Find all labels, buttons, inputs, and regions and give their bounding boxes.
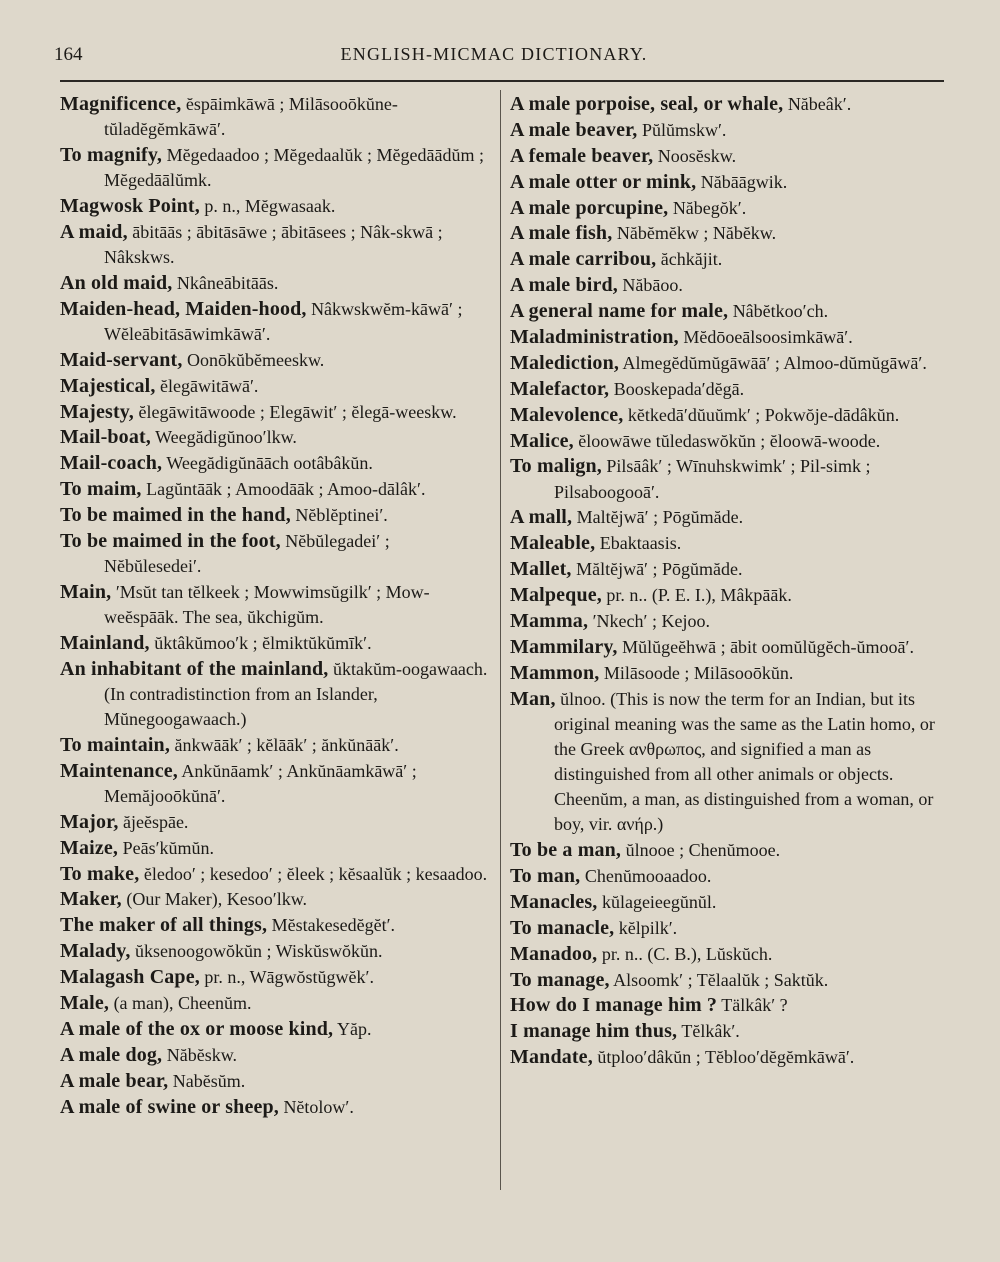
- entry-headword: Mallet,: [510, 558, 572, 581]
- entry-definition: Peās′kŭmŭn.: [118, 837, 215, 858]
- dictionary-entry: [510, 377, 950, 402]
- entry-definition: Năbeâk′.: [783, 94, 852, 114]
- dictionary-entry: [60, 143, 490, 193]
- entry-headword: Main,: [60, 580, 112, 603]
- entry-headword: Maid-servant,: [60, 348, 183, 371]
- entry-definition: ĕlegāwitāwā′.: [155, 375, 259, 396]
- dictionary-entry: [60, 965, 490, 990]
- dictionary-entry: [60, 477, 490, 502]
- entry-headword: Manacles,: [510, 890, 598, 913]
- dictionary-entry: [60, 194, 490, 219]
- entry-headword: Malediction,: [510, 351, 620, 374]
- entry-definition: ăjeĕspāe.: [118, 811, 189, 832]
- entry-definition: ĕlegāwitāwoode ; Elegāwit′ ; ĕlegā-weeskw.: [133, 401, 457, 422]
- dictionary-entry: [60, 631, 490, 656]
- entry-definition: ′Msŭt tan tĕlkeek ; Mowwimsŭgilk′ ; Mow-weĕspāāk. The sea, ŭkchigŭm.: [104, 581, 430, 628]
- entry-definition: Nâbĕtkoo′ch.: [728, 301, 829, 322]
- entry-definition: p. n., Mĕgwasaak.: [199, 195, 336, 216]
- dictionary-entry: [60, 348, 490, 373]
- entry-headword: A female beaver,: [510, 144, 654, 167]
- entry-headword: Mandate,: [510, 1046, 593, 1069]
- entry-headword: An inhabitant of the mainland,: [60, 657, 329, 680]
- dictionary-entry: [60, 529, 490, 579]
- entry-definition: Năbāāgwik.: [696, 171, 788, 192]
- dictionary-entry: [510, 144, 950, 169]
- entry-definition: Nĕblĕptinei′.: [290, 505, 388, 526]
- entry-definition: Năbegŏk′.: [668, 197, 747, 218]
- entry-headword: An old maid,: [60, 271, 173, 294]
- header-rule: [60, 80, 944, 82]
- entry-headword: Maker,: [60, 888, 122, 911]
- entry-definition: Năbĕmĕkw ; Năbĕkw.: [612, 223, 777, 244]
- entry-definition: Nâkwskwĕm-kāwā′ ; Wĕleābitāsāwimkāwā′.: [104, 298, 463, 344]
- page-header: [54, 44, 934, 74]
- entry-definition: Nkâneābitāās.: [172, 272, 279, 293]
- dictionary-entry: [510, 531, 950, 556]
- entry-headword: To manacle,: [510, 916, 615, 939]
- dictionary-entry: [510, 583, 950, 608]
- dictionary-entry: [510, 916, 950, 941]
- entry-definition: Lagŭntāāk ; Amoodāāk ; Amoo-dālâk′.: [141, 479, 426, 500]
- dictionary-entry: [60, 1069, 490, 1094]
- entry-definition: ŭktakŭm-oogawaach. (In contradistinction from an Islander, Mŭnegoogawaach.): [104, 658, 488, 729]
- entry-definition: ĕloowāwe tŭledaswŏkŭn ; ĕloowā-woode.: [573, 430, 881, 451]
- dictionary-entry: [510, 92, 950, 117]
- entry-headword: To magnify,: [60, 143, 163, 166]
- entry-headword: Maintenance,: [60, 759, 178, 782]
- entry-definition: pr. n.. (C. B.), Lŭskŭch.: [597, 943, 773, 964]
- entry-headword: A male carribou,: [510, 248, 657, 271]
- entry-headword: To man,: [510, 864, 581, 887]
- entry-headword: Magnificence,: [60, 93, 182, 115]
- entry-definition: pr. n.. (P. E. I.), Mâkpāāk.: [601, 585, 792, 606]
- dictionary-entry: [60, 913, 490, 938]
- entry-headword: A male bear,: [60, 1069, 169, 1092]
- entry-definition: Mĕstakesedĕgĕt′.: [267, 915, 396, 936]
- entry-headword: To make,: [60, 862, 140, 885]
- dictionary-entry: [60, 1017, 490, 1042]
- entry-headword: Malevolence,: [510, 403, 624, 426]
- entry-definition: Booskepada′dĕgā.: [609, 378, 745, 399]
- dictionary-entry: [510, 609, 950, 634]
- entry-definition: Nĕtolow′.: [278, 1096, 354, 1117]
- dictionary-entry: [60, 451, 490, 476]
- dictionary-entry: [510, 351, 950, 376]
- entry-definition: Yăp.: [333, 1018, 372, 1039]
- entry-headword: To be maimed in the foot,: [60, 529, 281, 552]
- entry-headword: Malagash Cape,: [60, 966, 200, 989]
- dictionary-entry: [510, 299, 950, 324]
- entry-headword: Malice,: [510, 429, 574, 452]
- dictionary-entry: [60, 220, 490, 270]
- entry-headword: Malefactor,: [510, 377, 610, 400]
- entry-headword: A male bird,: [510, 274, 618, 297]
- dictionary-entry: [510, 838, 950, 863]
- entry-definition: Chenŭmooaadoo.: [580, 865, 712, 886]
- entry-definition: ŭtploo′dâkŭn ; Tĕbloo′dĕgĕmkāwā′.: [592, 1047, 855, 1068]
- entry-definition: Mĕgedaadoo ; Mĕgedaalŭk ; Mĕgedāādŭm ; Mĕgedāālŭmk.: [104, 144, 484, 191]
- dictionary-entry: [510, 454, 950, 504]
- entry-headword: Mail-boat,: [60, 426, 151, 449]
- entry-headword: Manadoo,: [510, 942, 598, 965]
- entry-headword: To be a man,: [510, 839, 622, 862]
- entry-definition: ăchkăjit.: [656, 249, 723, 270]
- entry-headword: How do I manage him ?: [510, 994, 718, 1017]
- entry-definition: Mĕdōoeālsoosimkāwā′.: [678, 327, 853, 348]
- entry-headword: The maker of all things,: [60, 914, 268, 937]
- entry-headword: A maid,: [60, 220, 128, 243]
- entry-headword: To maim,: [60, 478, 142, 501]
- entry-headword: A mall,: [510, 506, 573, 529]
- entry-definition: pr. n., Wāgwŏstŭgwĕk′.: [199, 967, 374, 988]
- dictionary-entry: [510, 247, 950, 272]
- entry-definition: kĕtkedā′dŭuŭmk′ ; Pokwŏje-dādâkŭn.: [623, 404, 900, 425]
- entry-headword: A male otter or mink,: [510, 170, 697, 193]
- entry-definition: Nabĕsŭm.: [168, 1070, 246, 1091]
- entry-headword: To manage,: [510, 968, 610, 991]
- entry-headword: Maiden-head, Maiden-hood,: [60, 297, 307, 320]
- entry-headword: Maize,: [60, 836, 119, 859]
- dictionary-entry: [60, 1043, 490, 1068]
- entry-headword: A male beaver,: [510, 118, 638, 141]
- dictionary-entry: [510, 661, 950, 686]
- entry-headword: Mammon,: [510, 661, 600, 684]
- entry-headword: To maintain,: [60, 733, 170, 756]
- column-divider: [500, 90, 501, 1190]
- dictionary-entry: [510, 273, 950, 298]
- right-column: [510, 92, 950, 1071]
- dictionary-entry: [60, 92, 490, 142]
- entry-definition: Ankŭnāamk′ ; Ankŭnāamkāwā′ ; Memăjooōkŭnā′.: [104, 760, 417, 806]
- entry-definition: ŭksenoogowŏkŭn ; Wiskŭswŏkŭn.: [130, 941, 383, 962]
- dictionary-entry: [510, 864, 950, 889]
- entry-headword: Man,: [510, 687, 556, 710]
- dictionary-entry: [510, 993, 950, 1018]
- dictionary-entry: [60, 400, 490, 425]
- entry-definition: Tĕlkâk′.: [677, 1021, 740, 1042]
- entry-definition: Pilsāâk′ ; Wīnuhskwimk′ ; Pil-simk ; Pilsaboogooā′.: [554, 456, 871, 502]
- entry-definition: (Our Maker), Kesoo′lkw.: [121, 889, 308, 910]
- entry-definition: ĕledoo′ ; kesedoo′ ; ĕleek ; kĕsaalŭk ; kesaadoo.: [139, 863, 488, 884]
- entry-definition: kĕlpilk′.: [614, 917, 678, 938]
- entry-headword: Mammilary,: [510, 635, 618, 658]
- dictionary-entry: [60, 939, 490, 964]
- dictionary-entry: [510, 325, 950, 350]
- entry-headword: Mamma,: [510, 610, 589, 633]
- entry-headword: Magwosk Point,: [60, 194, 200, 217]
- entry-definition: Oonōkŭbĕmeeskw.: [182, 349, 325, 370]
- entry-definition: ĕspāimkāwā ; Milāsooōkŭne-tŭladĕgĕmkāwā′.: [104, 94, 398, 140]
- dictionary-entry: [60, 836, 490, 861]
- dictionary-entry: [60, 297, 490, 347]
- entry-definition: Ebaktaasis.: [595, 533, 682, 554]
- entry-headword: Major,: [60, 810, 119, 833]
- dictionary-entry: [60, 657, 490, 732]
- dictionary-entry: [60, 374, 490, 399]
- dictionary-entry: [510, 687, 950, 838]
- entry-headword: Majesty,: [60, 400, 134, 423]
- entry-headword: A male of the ox or moose kind,: [60, 1017, 334, 1040]
- entry-headword: Malady,: [60, 940, 131, 963]
- entry-definition: ŭlnooe ; Chenŭmooe.: [621, 840, 781, 861]
- entry-headword: A male fish,: [510, 222, 613, 245]
- entry-definition: ŭktâkŭmoo′k ; ĕlmiktŭkŭmīk′.: [149, 632, 372, 653]
- entry-definition: ābitāās ; ābitāsāwe ; ābitāsees ; Nâk-skwā ; Nâkskws.: [104, 221, 443, 267]
- dictionary-entry: [510, 221, 950, 246]
- dictionary-entry: [510, 403, 950, 428]
- dictionary-entry: [60, 810, 490, 835]
- entry-definition: ănkwāāk′ ; kĕlāāk′ ; ănkŭnāāk′.: [169, 734, 399, 755]
- entry-headword: Malpeque,: [510, 584, 602, 607]
- entry-definition: Milāsoode ; Milāsooōkŭn.: [599, 662, 794, 683]
- entry-definition: Mŭlŭgeĕhwā ; ābit oomŭlŭgĕch-ŭmooā′.: [617, 636, 914, 657]
- entry-definition: Alsoomk′ ; Tĕlaalŭk ; Saktŭk.: [609, 969, 829, 990]
- entry-headword: A male of swine or sheep,: [60, 1095, 279, 1118]
- entry-headword: To be maimed in the hand,: [60, 504, 291, 527]
- entry-definition: ŭlnoo. (This is now the term for an Indian, but its original meaning was the same as the Latin homo, or the Greek ανθρωπος, and signified a man as distinguished from all other animals or objects. Cheenŭm, a man, as distinguished from a woman, or boy, vir. ανήρ.): [554, 688, 935, 835]
- entry-headword: Maleable,: [510, 532, 596, 555]
- dictionary-entry: [60, 503, 490, 528]
- dictionary-entry: [510, 170, 950, 195]
- dictionary-entry: [60, 759, 490, 809]
- entry-headword: A male porpoise, seal, or whale,: [510, 93, 784, 115]
- running-title: ENGLISH-MICMAC DICTIONARY.: [340, 44, 648, 64]
- entry-definition: Weegădigŭnāāch ootâbâkŭn.: [162, 453, 373, 474]
- entry-definition: kŭlageieegŭnŭl.: [597, 891, 717, 912]
- dictionary-entry: [510, 942, 950, 967]
- dictionary-entry: [510, 890, 950, 915]
- entry-headword: Maladministration,: [510, 326, 679, 349]
- dictionary-entry: [510, 557, 950, 582]
- page-number: 164: [54, 44, 83, 65]
- entry-definition: Năbāoo.: [617, 275, 683, 296]
- entry-headword: Mail-coach,: [60, 452, 163, 475]
- entry-headword: Mainland,: [60, 631, 150, 654]
- entry-headword: A male dog,: [60, 1043, 163, 1066]
- entry-headword: Male,: [60, 992, 110, 1014]
- dictionary-entry: [510, 1045, 950, 1070]
- dictionary-entry: [510, 429, 950, 454]
- entry-headword: Majestical,: [60, 374, 156, 397]
- entry-definition: Năbĕskw.: [162, 1044, 238, 1065]
- dictionary-entry: [60, 1095, 490, 1120]
- entry-headword: A male porcupine,: [510, 196, 669, 219]
- dictionary-entry: [60, 887, 490, 912]
- dictionary-entry: [510, 1019, 950, 1044]
- entry-definition: (a man), Cheenŭm.: [109, 993, 252, 1013]
- entry-definition: Tälkâk′ ?: [717, 995, 788, 1016]
- dictionary-entry: [60, 991, 490, 1016]
- dictionary-entry: [510, 118, 950, 143]
- dictionary-entry: [510, 505, 950, 530]
- entry-definition: ′Nkech′ ; Kejoo.: [588, 611, 710, 632]
- dictionary-entry: [510, 196, 950, 221]
- entry-definition: Noosĕskw.: [653, 145, 737, 166]
- dictionary-entry: [60, 580, 490, 630]
- entry-definition: Nĕbŭlegadei′ ; Nĕbŭlesedei′.: [104, 530, 390, 577]
- entry-headword: I manage him thus,: [510, 1020, 678, 1043]
- entry-definition: Almegĕdŭmŭgāwāā′ ; Almoo-dŭmŭgāwā′.: [619, 352, 927, 373]
- dictionary-entry: [60, 271, 490, 296]
- dictionary-entry: [510, 968, 950, 993]
- entry-definition: Maltĕjwā′ ; Pōgŭmăde.: [572, 507, 744, 528]
- dictionary-entry: [60, 733, 490, 758]
- dictionary-entry: [510, 635, 950, 660]
- dictionary-entry: [60, 862, 490, 887]
- left-column: [60, 92, 490, 1120]
- entry-definition: Măltĕjwā′ ; Pōgŭmăde.: [571, 559, 743, 580]
- dictionary-entry: [60, 425, 490, 450]
- entry-definition: Weegădigŭnoo′lkw.: [150, 427, 297, 448]
- entry-headword: A general name for male,: [510, 300, 729, 323]
- entry-headword: To malign,: [510, 455, 602, 478]
- entry-definition: Pŭlŭmskw′.: [637, 119, 727, 140]
